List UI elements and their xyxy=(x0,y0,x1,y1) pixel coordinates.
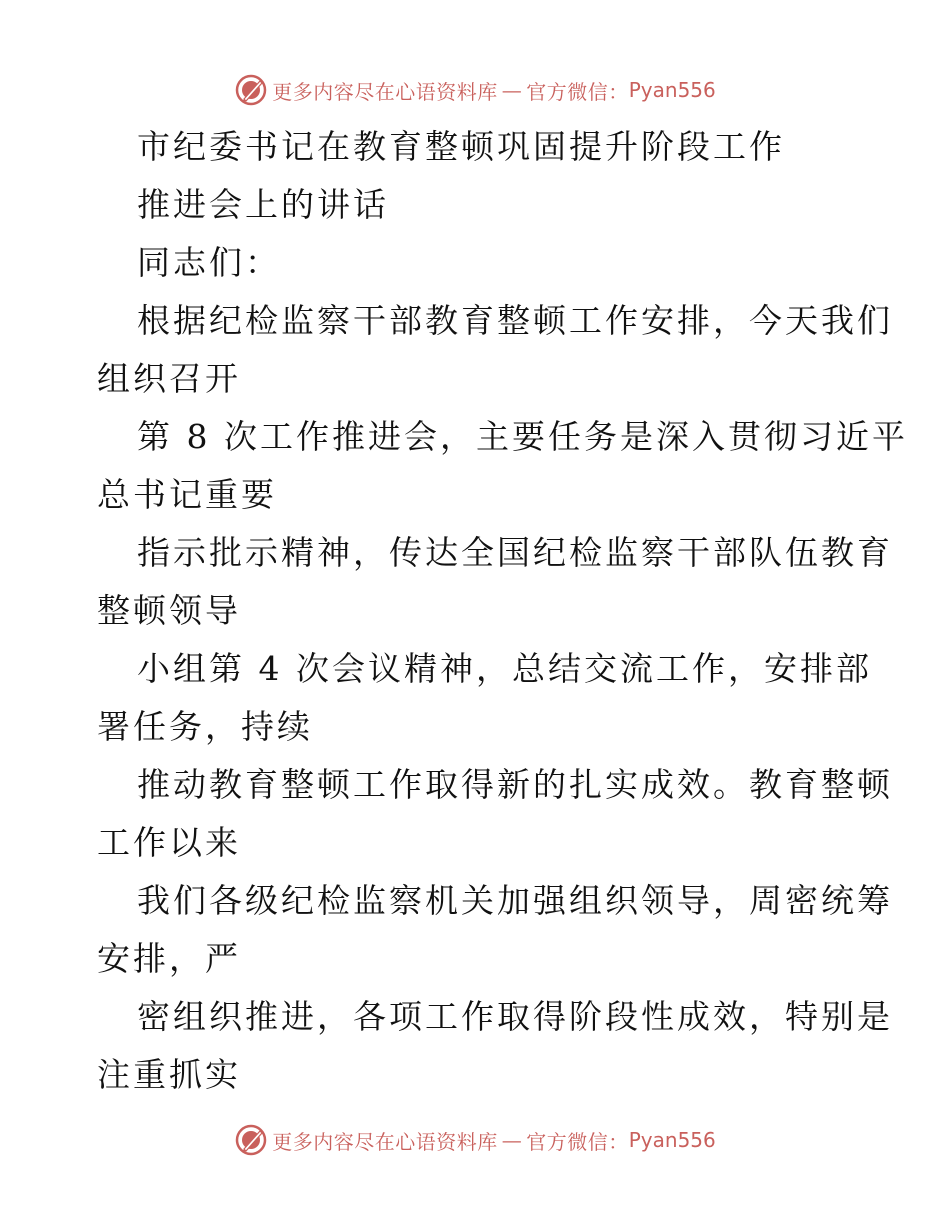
banner-text: 更多内容尽在心语资料库 xyxy=(272,1129,498,1154)
text-line: 注重抓实 xyxy=(97,1055,241,1094)
text-line: 小组第 4 次会议精神，总结交流工作，安排部 xyxy=(137,649,872,688)
pen-logo-icon xyxy=(234,1123,268,1157)
text-line: 组织召开 xyxy=(97,359,241,398)
text-line: 整顿领导 xyxy=(97,591,241,630)
banner-wechat-id: Pyan556 xyxy=(628,78,716,102)
text-line: 总书记重要 xyxy=(97,475,277,514)
text-line: 同志们： xyxy=(137,243,281,282)
banner-separator: — xyxy=(501,78,523,102)
banner-wechat-id: Pyan556 xyxy=(628,1128,716,1152)
banner-wechat-label: 官方微信： xyxy=(526,1129,629,1154)
text-line: 密组织推进，各项工作取得阶段性成效，特别是 xyxy=(137,997,893,1036)
banner-separator: — xyxy=(501,1128,523,1152)
text-line: 署任务，持续 xyxy=(97,707,313,746)
document-body xyxy=(97,118,908,1104)
banner-text: 更多内容尽在心语资料库 xyxy=(272,79,498,104)
banner-wechat-label: 官方微信： xyxy=(526,79,629,104)
text-line: 安排，严 xyxy=(97,939,241,978)
text-line: 推动教育整顿工作取得新的扎实成效。教育整顿 xyxy=(137,765,893,804)
text-line: 工作以来 xyxy=(97,823,241,862)
footer-banner xyxy=(0,1120,950,1160)
text-line: 我们各级纪检监察机关加强组织领导，周密统筹 xyxy=(137,881,893,920)
header-banner xyxy=(0,70,950,110)
text-line: 推进会上的讲话 xyxy=(137,185,389,224)
text-line: 根据纪检监察干部教育整顿工作安排，今天我们 xyxy=(137,301,893,340)
pen-logo-icon xyxy=(234,73,268,107)
text-line: 市纪委书记在教育整顿巩固提升阶段工作 xyxy=(137,127,785,166)
text-line: 指示批示精神，传达全国纪检监察干部队伍教育 xyxy=(137,533,893,572)
text-line: 第 8 次工作推进会，主要任务是深入贯彻习近平 xyxy=(137,417,908,456)
